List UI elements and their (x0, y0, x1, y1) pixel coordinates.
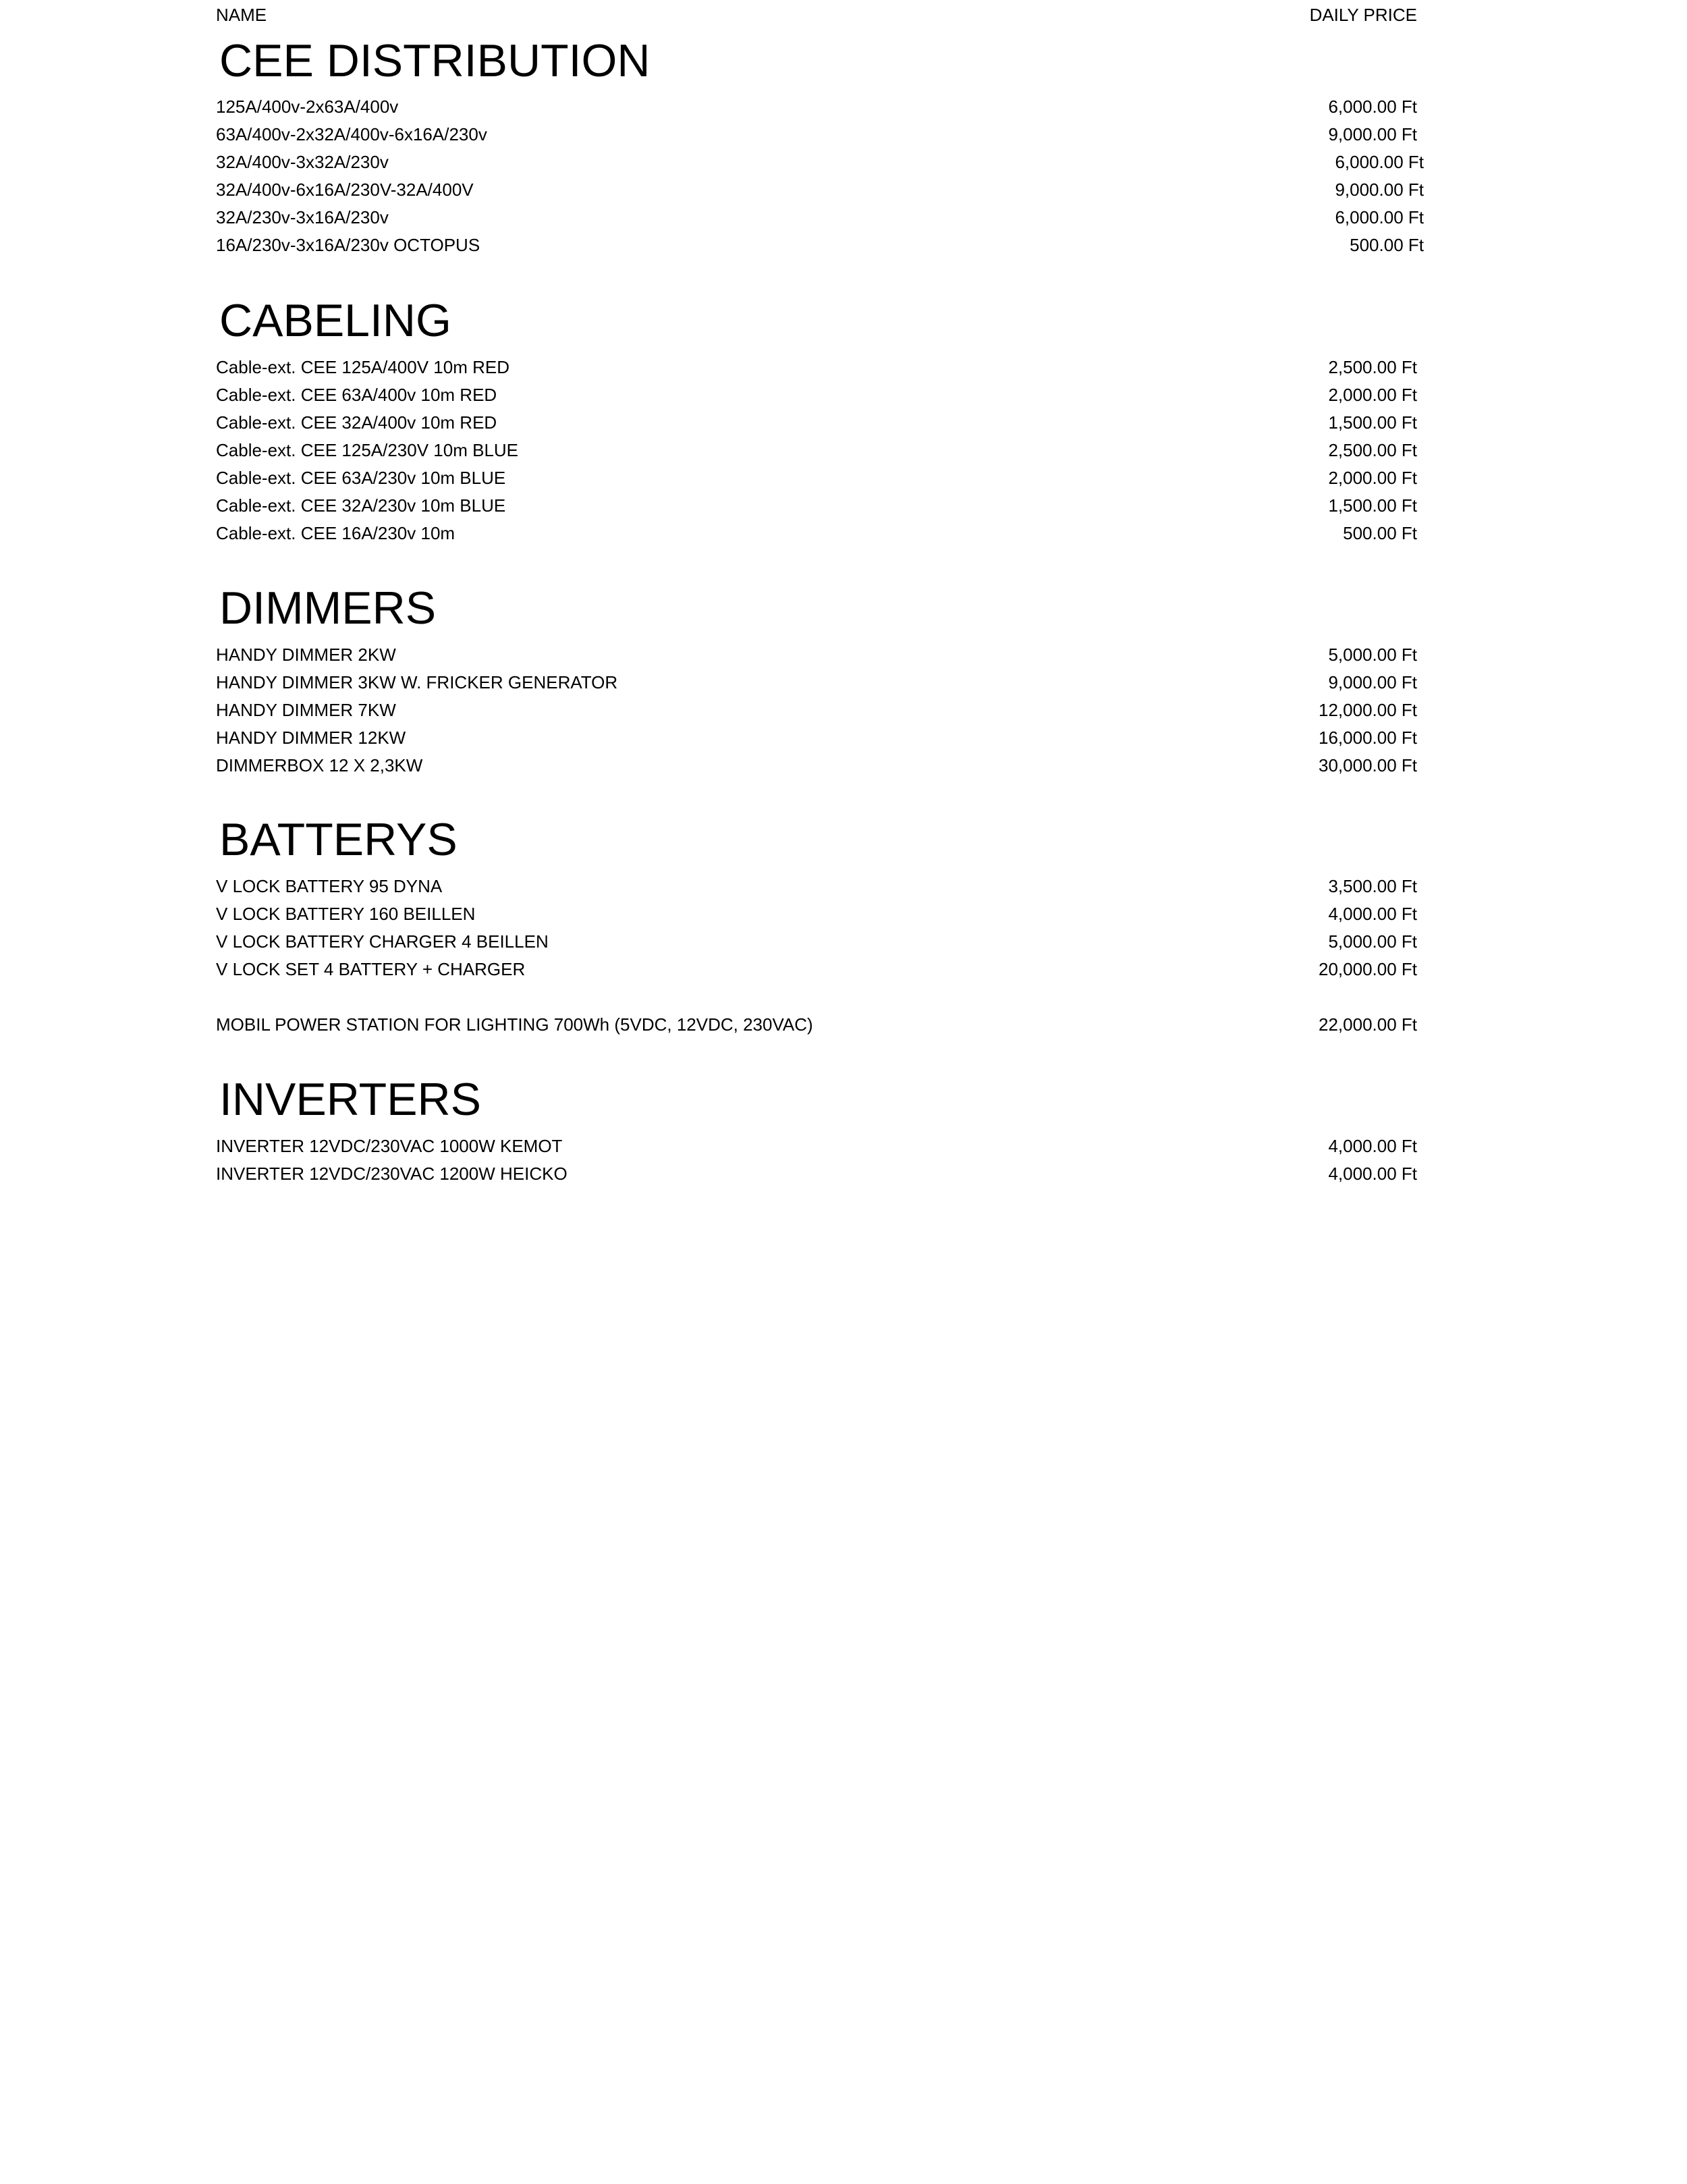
item-price: 4,000.00 Ft (1328, 1164, 1417, 1184)
item-name: V LOCK BATTERY 95 DYNA (216, 876, 443, 896)
item-name: Cable-ext. CEE 32A/400v 10m RED (216, 412, 497, 433)
list-item (216, 231, 1424, 258)
list-item (216, 1160, 1417, 1187)
item-name: DIMMERBOX 12 X 2,3KW (216, 755, 423, 775)
list-item (216, 900, 1417, 927)
item-price: 16,000.00 Ft (1319, 728, 1417, 748)
item-name: HANDY DIMMER 12KW (216, 728, 406, 748)
list-item (216, 1011, 1417, 1038)
item-price: 4,000.00 Ft (1328, 904, 1417, 924)
list-item (216, 492, 1417, 519)
section-title-cee-distribution: CEE DISTRIBUTION (219, 35, 651, 86)
item-price: 30,000.00 Ft (1319, 755, 1417, 775)
item-price: 9,000.00 Ft (1335, 180, 1424, 200)
list-item (216, 148, 1424, 175)
item-price: 5,000.00 Ft (1328, 645, 1417, 665)
list-item (216, 437, 1417, 464)
item-name: Cable-ext. CEE 125A/400V 10m RED (216, 357, 509, 377)
item-name: 125A/400v-2x63A/400v (216, 97, 399, 117)
item-name: 63A/400v-2x32A/400v-6x16A/230v (216, 124, 487, 144)
list-item (216, 520, 1417, 547)
item-price: 3,500.00 Ft (1328, 876, 1417, 896)
column-header-row (216, 0, 1417, 30)
item-name: 16A/230v-3x16A/230v OCTOPUS (216, 235, 480, 255)
item-price: 9,000.00 Ft (1328, 672, 1417, 692)
section-title-inverters: INVERTERS (219, 1074, 481, 1125)
item-name: V LOCK BATTERY 160 BEILLEN (216, 904, 476, 924)
item-name: Cable-ext. CEE 16A/230v 10m (216, 523, 455, 543)
list-item (216, 121, 1417, 148)
item-name: 32A/400v-3x32A/230v (216, 152, 389, 172)
list-item (216, 409, 1417, 436)
item-name: Cable-ext. CEE 63A/400v 10m RED (216, 385, 497, 405)
item-price: 500.00 Ft (1350, 235, 1424, 255)
item-price: 12,000.00 Ft (1319, 700, 1417, 720)
item-name: HANDY DIMMER 2KW (216, 645, 396, 665)
list-item (216, 381, 1417, 408)
list-item (216, 669, 1417, 696)
daily-price-column-header: DAILY PRICE (1309, 5, 1417, 25)
item-price: 1,500.00 Ft (1328, 412, 1417, 433)
list-item (216, 176, 1424, 203)
section-title-cabeling: CABELING (219, 295, 451, 346)
section-title-dimmers: DIMMERS (219, 582, 437, 634)
item-price: 6,000.00 Ft (1328, 97, 1417, 117)
item-name: MOBIL POWER STATION FOR LIGHTING 700Wh (5VDC, 12VDC, 230VAC) (216, 1014, 813, 1035)
item-name: INVERTER 12VDC/230VAC 1200W HEICKO (216, 1164, 568, 1184)
item-name: Cable-ext. CEE 32A/230v 10m BLUE (216, 495, 506, 516)
list-item (216, 928, 1417, 955)
list-item (216, 724, 1417, 751)
list-item (216, 1132, 1417, 1159)
item-price: 4,000.00 Ft (1328, 1136, 1417, 1156)
item-name: Cable-ext. CEE 125A/230V 10m BLUE (216, 440, 519, 460)
item-name: V LOCK BATTERY CHARGER 4 BEILLEN (216, 931, 549, 952)
list-item (216, 873, 1417, 900)
list-item (216, 752, 1417, 779)
item-name: Cable-ext. CEE 63A/230v 10m BLUE (216, 468, 506, 488)
item-price: 6,000.00 Ft (1335, 207, 1424, 227)
item-price: 2,000.00 Ft (1328, 468, 1417, 488)
item-price: 2,000.00 Ft (1328, 385, 1417, 405)
list-item (216, 464, 1417, 491)
item-price: 6,000.00 Ft (1335, 152, 1424, 172)
section-title-batterys: BATTERYS (219, 814, 458, 865)
list-item (216, 354, 1417, 381)
item-name: HANDY DIMMER 7KW (216, 700, 396, 720)
list-item (216, 641, 1417, 668)
list-item (216, 204, 1424, 231)
item-name: INVERTER 12VDC/230VAC 1000W KEMOT (216, 1136, 563, 1156)
item-price: 2,500.00 Ft (1328, 357, 1417, 377)
name-column-header: NAME (216, 5, 267, 25)
item-price: 9,000.00 Ft (1328, 124, 1417, 144)
list-item (216, 697, 1417, 724)
item-name: V LOCK SET 4 BATTERY + CHARGER (216, 959, 526, 979)
item-price: 22,000.00 Ft (1319, 1014, 1417, 1035)
item-name: 32A/400v-6x16A/230V-32A/400V (216, 180, 474, 200)
item-price: 20,000.00 Ft (1319, 959, 1417, 979)
item-price: 500.00 Ft (1343, 523, 1417, 543)
list-item (216, 956, 1417, 983)
list-item (216, 93, 1417, 120)
item-name: 32A/230v-3x16A/230v (216, 207, 389, 227)
item-name: HANDY DIMMER 3KW W. FRICKER GENERATOR (216, 672, 618, 692)
item-price: 2,500.00 Ft (1328, 440, 1417, 460)
item-price: 1,500.00 Ft (1328, 495, 1417, 516)
item-price: 5,000.00 Ft (1328, 931, 1417, 952)
